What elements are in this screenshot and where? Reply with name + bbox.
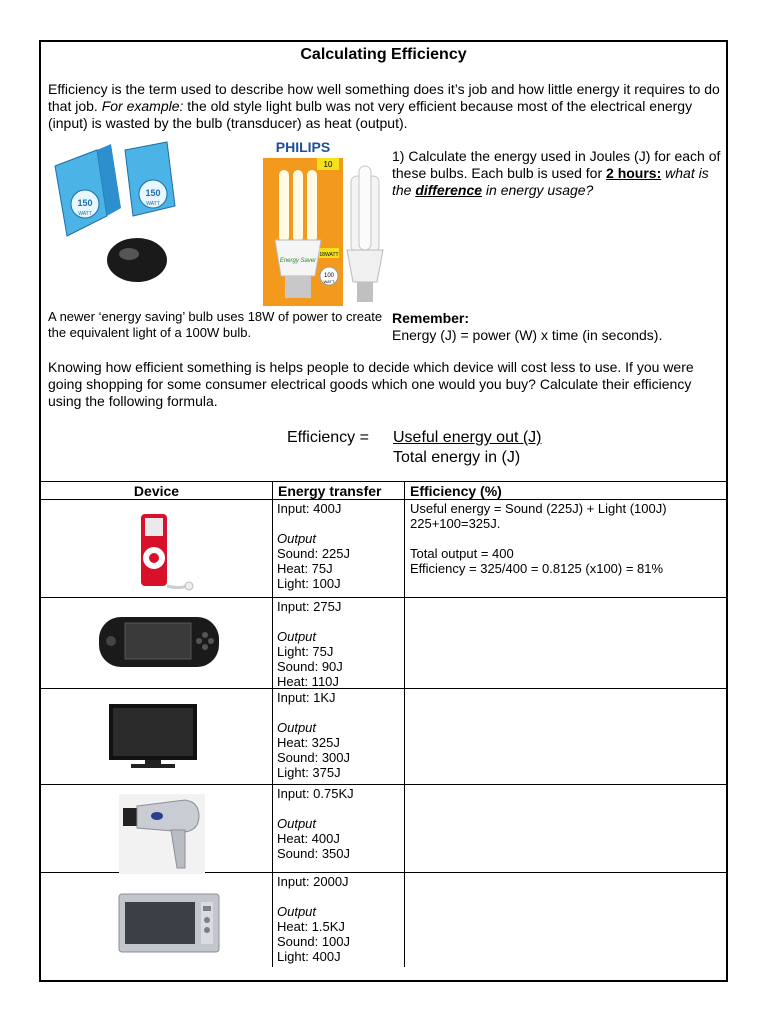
remember-heading: Remember: — [392, 310, 470, 326]
row-5-output-label: Output — [277, 904, 317, 919]
row-1-efficiency — [410, 501, 667, 576]
question-1 — [392, 148, 722, 199]
hair-dryer-icon — [119, 794, 205, 874]
question-1-text: 1) Calculate the energy used in Joules (J) for each of these bulbs. Each bulb is used for — [392, 148, 721, 181]
row-4-output-2: Sound: 350J — [277, 846, 351, 861]
row-1-eff-line-2: 225+100=325J. — [410, 516, 501, 531]
knowing-paragraph: Knowing how efficient something is helps people to decide which device will cost less to use. If you were going shopping for some consumer electrical goods which one would you buy? Calculate their efficiency using the following formula. — [48, 359, 694, 409]
microwave-icon — [117, 890, 221, 956]
intro-text-2: the old style light bulb was not very efficient because most of the electrical energy (input) is wasted by the bulb (transducer) as heat (output). — [48, 98, 693, 131]
box-corner-text: 10 — [323, 160, 333, 169]
old-bulb-box-unit: WATT — [78, 211, 92, 217]
row-3-output-3: Light: 375J — [277, 765, 341, 780]
row-3-output-1: Heat: 325J — [277, 735, 340, 750]
energy-saving-note: A newer ‘energy saving’ bulb uses 18W of power to create the equivalent light of a 100W bulb. — [48, 309, 383, 340]
row-4-energy — [277, 786, 354, 861]
row-3-input: Input: 1KJ — [277, 690, 336, 705]
old-bulb-box-icon — [55, 142, 175, 282]
row-1-output-2: Heat: 75J — [277, 561, 333, 576]
row-1-input: Input: 400J — [277, 501, 342, 516]
row-2-input: Input: 275J — [277, 599, 342, 614]
intro-paragraph — [48, 81, 724, 132]
cfl-equiv-value: 100 — [323, 273, 335, 279]
philips-cfl-box-icon — [263, 136, 343, 306]
worksheet — [39, 40, 728, 982]
row-1-eff-line-4: Total output = 400 — [410, 546, 514, 561]
row-1-output-3: Light: 100J — [277, 576, 341, 591]
row-1-eff-line-1: Useful energy = Sound (225J) + Light (100J) — [410, 501, 667, 516]
row-1-output-label: Output — [277, 531, 317, 546]
efficiency-label: Efficiency = — [287, 429, 369, 446]
remember-box — [392, 310, 722, 344]
row-2-output-label: Output — [277, 629, 317, 644]
mp3-player-icon — [133, 512, 197, 592]
col-divider-1 — [272, 481, 273, 967]
row-3-output-2: Sound: 300J — [277, 750, 351, 765]
cfl-equiv-unit: WATT — [323, 279, 335, 284]
television-icon — [107, 702, 199, 770]
row-divider-3 — [41, 784, 726, 785]
row-2-output-1: Light: 75J — [277, 644, 334, 659]
row-5-output-3: Light: 400J — [277, 949, 341, 964]
energy-formula: Energy (J) = power (W) x time (in seconds). — [392, 327, 663, 343]
row-3-output-label: Output — [277, 720, 317, 735]
col-divider-2 — [404, 481, 405, 967]
row-2-output-2: Sound: 90J — [277, 659, 343, 674]
row-1-output-1: Sound: 225J — [277, 546, 351, 561]
row-3-energy — [277, 690, 350, 780]
row-1-eff-line-5: Efficiency = 325/400 = 0.8125 (x100) = 81% — [410, 561, 664, 576]
header-energy-transfer: Energy transfer — [278, 483, 382, 499]
table-top-line — [41, 481, 726, 482]
question-1-tail: in energy usage? — [482, 182, 594, 198]
cfl-bulb-icon — [347, 166, 383, 302]
efficiency-numerator: Useful energy out (J) — [393, 429, 542, 446]
row-4-output-1: Heat: 400J — [277, 831, 340, 846]
question-1-difference: difference — [415, 182, 483, 198]
row-5-output-1: Heat: 1.5KJ — [277, 919, 345, 934]
old-bulb-box-label-2: 150 — [145, 188, 161, 198]
row-4-output-label: Output — [277, 816, 317, 831]
cfl-watt-badge: 18WATT — [319, 252, 339, 258]
question-1-hours: 2 hours: — [606, 165, 662, 181]
row-divider-1 — [41, 597, 726, 598]
philips-logo-text: PHILIPS — [275, 139, 331, 155]
header-efficiency: Efficiency (%) — [410, 483, 502, 499]
row-2-output-3: Heat: 110J — [277, 674, 339, 689]
bulb-images — [49, 136, 384, 308]
row-5-output-2: Sound: 100J — [277, 934, 351, 949]
table-header-line — [41, 499, 726, 500]
handheld-console-icon — [97, 613, 221, 671]
row-2-energy — [277, 599, 343, 689]
intro-text-1: Efficiency is the term used to describe how well something does it’s job and how little energy it requires to do that job. — [48, 81, 720, 114]
row-4-input: Input: 0.75KJ — [277, 786, 354, 801]
row-5-energy — [277, 874, 350, 964]
old-bulb-box-label: 150 — [77, 198, 93, 208]
row-5-input: Input: 2000J — [277, 874, 349, 889]
question-1-what: what is the — [392, 165, 709, 198]
row-1-energy — [277, 501, 350, 591]
old-bulb-box-unit-2: WATT — [146, 201, 160, 207]
page-title: Calculating Efficiency — [300, 46, 467, 63]
energy-saver-text: Energy Saver — [279, 258, 317, 264]
row-divider-2 — [41, 688, 726, 689]
header-device: Device — [133, 483, 180, 499]
intro-example-label: For example: — [101, 98, 184, 114]
efficiency-denominator: Total energy in (J) — [393, 449, 521, 466]
